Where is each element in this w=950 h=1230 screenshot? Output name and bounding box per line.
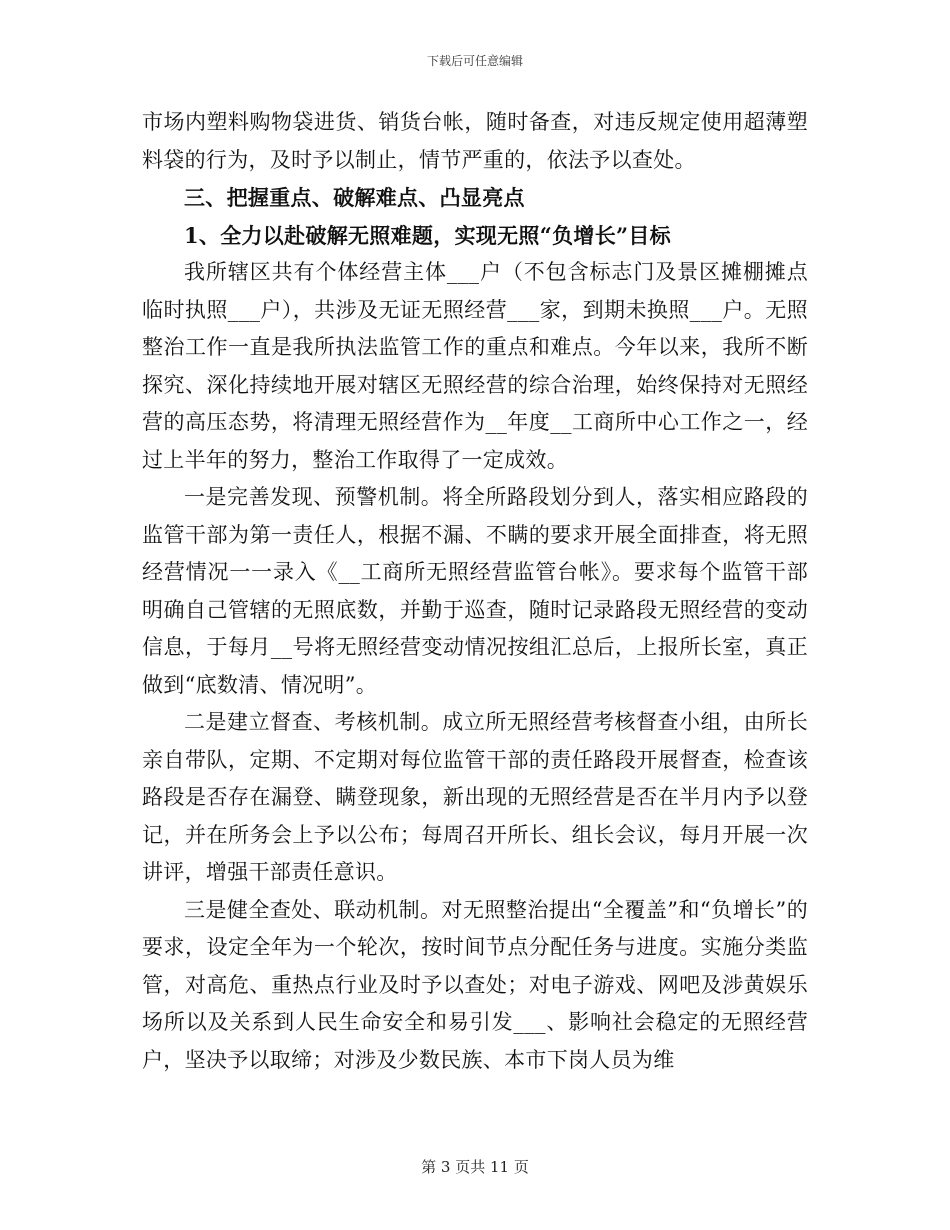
document-body [142, 104, 808, 1079]
subsection-heading-1: 1、全力以赴破解无照难题，实现无照“负增长”目标 [184, 222, 671, 248]
page-header: 下载后可任意编辑 [426, 54, 523, 68]
paragraph-enforcement: 三是健全查处、联动机制。对无照整治提出“全覆盖”和“负增长”的要求，设定全年为一个轮次，按时间节点分配任务与进度。实施分类监管，对高危、重热点行业及时予以查处；对电子游戏、网吧及涉黄娱乐场所以及关系到人民生命安全和易引发___、影响社会稳定的无照经营户，坚决予以取缔；对涉及少数民族、本市下岗人员为维 [142, 897, 808, 1072]
paragraph-district-overview: 我所辖区共有个体经营主体___户（不包含标志门及景区摊棚摊点临时执照___户），共涉及无证无照经营___家，到期未换照___户。无照整治工作一直是我所执法监管工作的重点和难点。今年以来，我所不断探究、深化持续地开展对辖区无照经营的综合治理，始终保持对无照经营的高压态势，将清理无照经营作为__年度__工商所中心工作之一，经过上半年的努力，整治工作取得了一定成效。 [142, 260, 808, 472]
page-footer: 第 3 页共 11 页 [421, 1158, 529, 1176]
paragraph-supervision: 二是建立督查、考核机制。成立所无照经营考核督查小组，由所长亲自带队，定期、不定期对每位监管干部的责任路段开展督查，检查该路段是否存在漏登、瞒登现象，新出现的无照经营是否在半月内予以登记，并在所务会上予以公布；每周召开所长、组长会议，每月开展一次讲评，增强干部责任意识。 [142, 710, 808, 884]
paragraph-plastic-bags: 市场内塑料购物袋进货、销货台帐，随时备查，对违反规定使用超薄塑料袋的行为，及时予以制止，情节严重的，依法予以查处。 [142, 110, 808, 172]
section-heading-3: 三、把握重点、破解难点、凸显亮点 [184, 185, 525, 210]
paragraph-early-warning: 一是完善发现、预警机制。将全所路段划分到人，落实相应路段的监管干部为第一责任人，根据不漏、不瞒的要求开展全面排查，将无照经营情况一一录入《__工商所无照经营监管台帐》。要求每个监管干部明确自己管辖的无照底数，并勤于巡查，随时记录路段无照经营的变动信息，于每月__号将无照经营变动情况按组汇总后，上报所长室，真正做到“底数清、情况明”。 [142, 485, 808, 697]
